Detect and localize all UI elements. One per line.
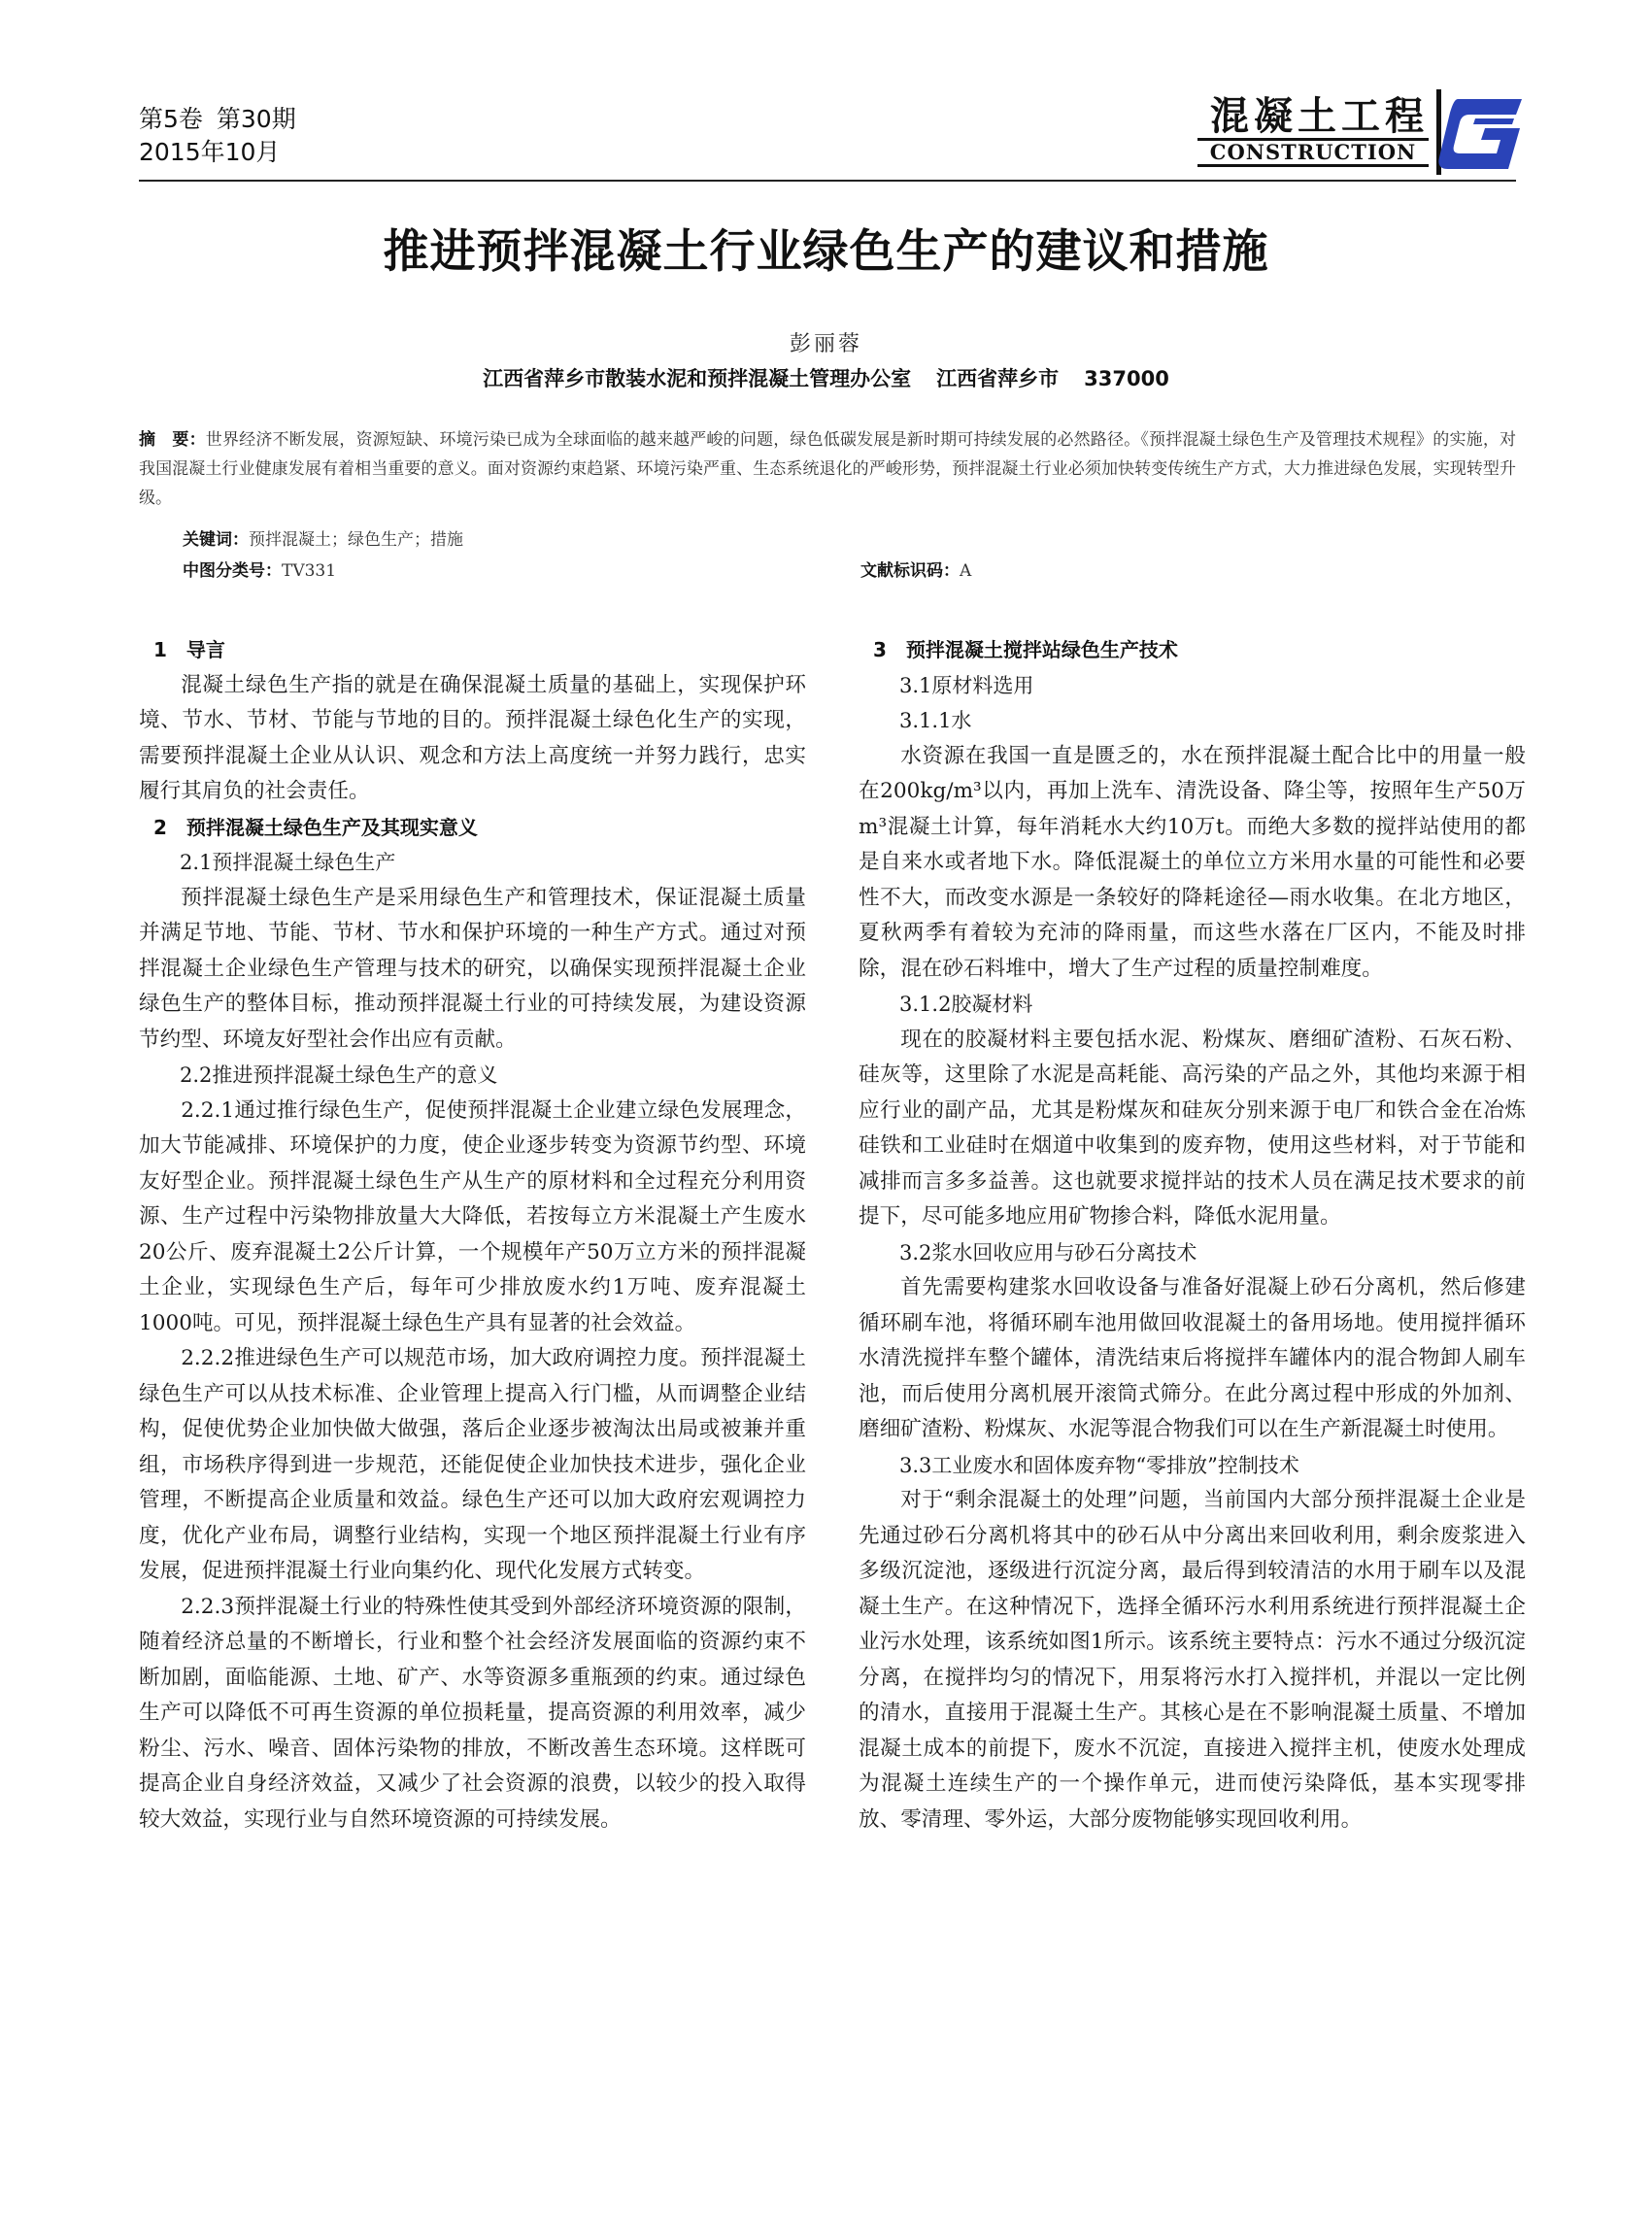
body-column-left [139,632,806,1838]
keywords [183,525,463,550]
body-paragraph: 预拌混凝土绿色生产是采用绿色生产和管理技术，保证混凝土质量并满足节地、节能、节材、节水和保护环境的一种生产方式。通过对预拌混凝土企业绿色生产管理与技术的研究，以确保实现预拌混凝土企业绿色生产的整体目标，推动预拌混凝土行业的可持续发展，为建设资源节约型、环境友好型社会作出应有贡献。 [139,885,806,1052]
affiliation-postcode: 337000 [1084,367,1169,390]
author-name: 彭丽蓉 [789,332,862,356]
header-rule [139,180,1516,182]
document-code [860,556,971,581]
classification-value: TV331 [282,561,337,581]
subsection-heading: 3.1原材料选用 [899,673,1034,697]
doc-code-value: A [960,561,972,581]
abstract-label: 摘 要： [139,430,206,450]
body-paragraph: 2.2.2推进绿色生产可以规范市场，加大政府调控力度。预拌混凝土绿色生产可以从技术标准、企业管理上提高入行门槛，从而调整企业结构，促使优势企业加快做大做强，落后企业逐步被淘汰出局或被兼并重组，市场秩序得到进一步规范，还能促使企业加快技术进步，强化企业管理，不断提高企业质量和效益。绿色生产还可以加大政府宏观调控力度，优化产业布局，调整行业结构，实现一个地区预拌混凝土行业有序发展，促进预拌混凝土行业向集约化、现代化发展方式转变。 [139,1346,806,1583]
body-paragraph: 现在的胶凝材料主要包括水泥、粉煤灰、磨细矿渣粉、石灰石粉、硅灰等，这里除了水泥是高耗能、高污染的产品之外，其他均来源于相应行业的副产品，尤其是粉煤灰和硅灰分别来源于电厂和铁合金在冶炼硅铁和工业硅时在烟道中收集到的废弃物，使用这些材料，对于节能和减排而言多多益善。这也就要求搅拌站的技术人员在满足技术要求的前提下，尽可能多地应用矿物掺合料，降低水泥用量。 [859,1027,1526,1229]
abstract [139,425,1516,513]
subsection-heading: 3.2浆水回收应用与砂石分离技术 [899,1240,1197,1265]
keywords-text: 预拌混凝土；绿色生产；措施 [249,530,463,550]
section-heading: 3 预拌混凝土搅拌站绿色生产技术 [873,638,1178,661]
logo-wordmark [1196,85,1429,175]
body-paragraph: 对于“剩余混凝土的处理”问题，当前国内大部分预拌混凝土企业是先通过砂石分离机将其中的砂石从中分离出来回收利用，剩余废浆进入多级沉淀池，逐级进行沉淀分离，最后得到较清洁的水用于刷车以及混凝土生产。在这种情况下，选择全循环污水利用系统进行预拌混凝土企业污水处理，该系统如图1所示。该系统主要特点：污水不通过分级沉淀分离，在搅拌均匀的情况下，用泵将污水打入搅拌机，并混以一定比例的清水，直接用于混凝土生产。其核心是在不影响混凝土质量、不增加混凝土成本的前提下，废水不沉淀，直接进入搅拌主机，使废水处理成为混凝土连续生产的一个操作单元，进而使污染降低，基本实现零排放、零清理、零外运，大部分废物能够实现回收利用。 [859,1488,1526,1832]
subsection-heading: 2.1预拌混凝土绿色生产 [180,851,396,874]
subsection-heading: 3.1.1水 [899,709,972,732]
concrete-construction-logo-icon [1436,89,1526,175]
author-affiliation [0,363,1652,392]
logo-en-text: CONSTRUCTION [1197,138,1429,167]
body-paragraph: 混凝土绿色生产指的就是在确保混凝土质量的基础上，实现保护环境、节水、节材、节能与节地的目的。预拌混凝土绿色化生产的实现，需要预拌混凝土企业从认识、观念和方法上高度统一并努力践行，忠实履行其肩负的社会责任。 [139,672,806,803]
journal-header-left [139,103,296,169]
issue-date: 2015年10月 [139,138,281,166]
journal-logo [1196,85,1526,175]
body-paragraph: 水资源在我国一直是匮乏的，水在预拌混凝土配合比中的用量一般在200kg/m³以内，再加上洗车、清洗设备、降尘等，按照年生产50万m³混凝土计算，每年消耗水大约10万t。而绝大多数的搅拌站使用的都是自来水或者地下水。降低混凝土的单位立方米用水量的可能性和必要性不大，而改变水源是一条较好的降耗途径—雨水收集。在北方地区，夏秋两季有着较为充沛的降雨量，而这些水落在厂区内，不能及时排除，混在砂石料堆中，增大了生产过程的质量控制难度。 [859,743,1526,981]
subsection-heading: 3.3工业废水和固体废弃物“零排放”控制技术 [899,1453,1299,1477]
subsection-heading: 3.1.2胶凝材料 [899,993,1033,1016]
classification-number [183,556,336,581]
affiliation-city: 江西省萍乡市 [936,367,1060,390]
body-paragraph: 2.2.3预拌混凝土行业的特殊性使其受到外部经济环境资源的限制，随着经济总量的不断增长，行业和整个社会经济发展面临的资源约束不断加剧，面临能源、土地、矿产、水等资源多重瓶颈的约束。通过绿色生产可以降低不可再生资源的单位损耗量，提高资源的利用效率，减少粉尘、污水、噪音、固体污染物的排放，不断改善生态环境。这样既可提高企业自身经济效益，又减少了社会资源的浪费，以较少的投入取得较大效益，实现行业与自然环境资源的可持续发展。 [139,1594,806,1832]
subsection-heading: 2.2推进预拌混凝土绿色生产的意义 [180,1063,498,1087]
doc-code-label: 文献标识码： [860,561,960,581]
article-title: 推进预拌混凝土行业绿色生产的建议和措施 [383,225,1269,279]
section-heading: 1 导言 [153,638,225,661]
volume-label: 第5卷 [139,105,203,133]
logo-cn-text: 混凝土工程 [1210,94,1429,139]
issue-label: 第30期 [216,105,296,133]
body-column-right [859,632,1526,1838]
body-paragraph: 首先需要构建浆水回收设备与准备好混凝上砂石分离机，然后修建循环刷车池，将循环刷车池用做回收混凝土的备用场地。使用搅拌循环水清洗搅拌车整个罐体，清洗结束后将搅拌车罐体内的混合物卸人刷车池，而后使用分离机展开滚筒式筛分。在此分离过程中形成的外加剂、磨细矿渣粉、粉煤灰、水泥等混合物我们可以在生产新混凝土时使用。 [859,1275,1526,1441]
affiliation-org: 江西省萍乡市散装水泥和预拌混凝土管理办公室 [483,367,912,390]
body-paragraph: 2.2.1通过推行绿色生产，促使预拌混凝土企业建立绿色发展理念，加大节能减排、环境保护的力度，使企业逐步转变为资源节约型、环境友好型企业。预拌混凝土绿色生产从生产的原材料和全过程充分利用资源、生产过程中污染物排放量大大降低，若按每立方米混凝土产生废水20公斤、废弃混凝土2公斤计算，一个规模年产50万立方米的预拌混凝土企业，实现绿色生产后，每年可少排放废水约1万吨、废弃混凝土1000吨。可见，预拌混凝土绿色生产具有显著的社会效益。 [139,1097,806,1335]
keywords-label: 关键词： [183,530,249,550]
abstract-text: 世界经济不断发展，资源短缺、环境污染已成为全球面临的越来越严峻的问题，绿色低碳发展是新时期可持续发展的必然路径。《预拌混凝土绿色生产及管理技术规程》的实施，对我国混凝土行业健康发展有着相当重要的意义。面对资源约束趋紧、环境污染严重、生态系统退化的严峻形势，预拌混凝土行业必须加快转变传统生产方式，大力推进绿色发展，实现转型升级。 [139,430,1517,508]
volume-issue [139,103,296,136]
section-heading: 2 预拌混凝土绿色生产及其现实意义 [153,815,478,839]
classification-label: 中图分类号： [183,561,282,581]
